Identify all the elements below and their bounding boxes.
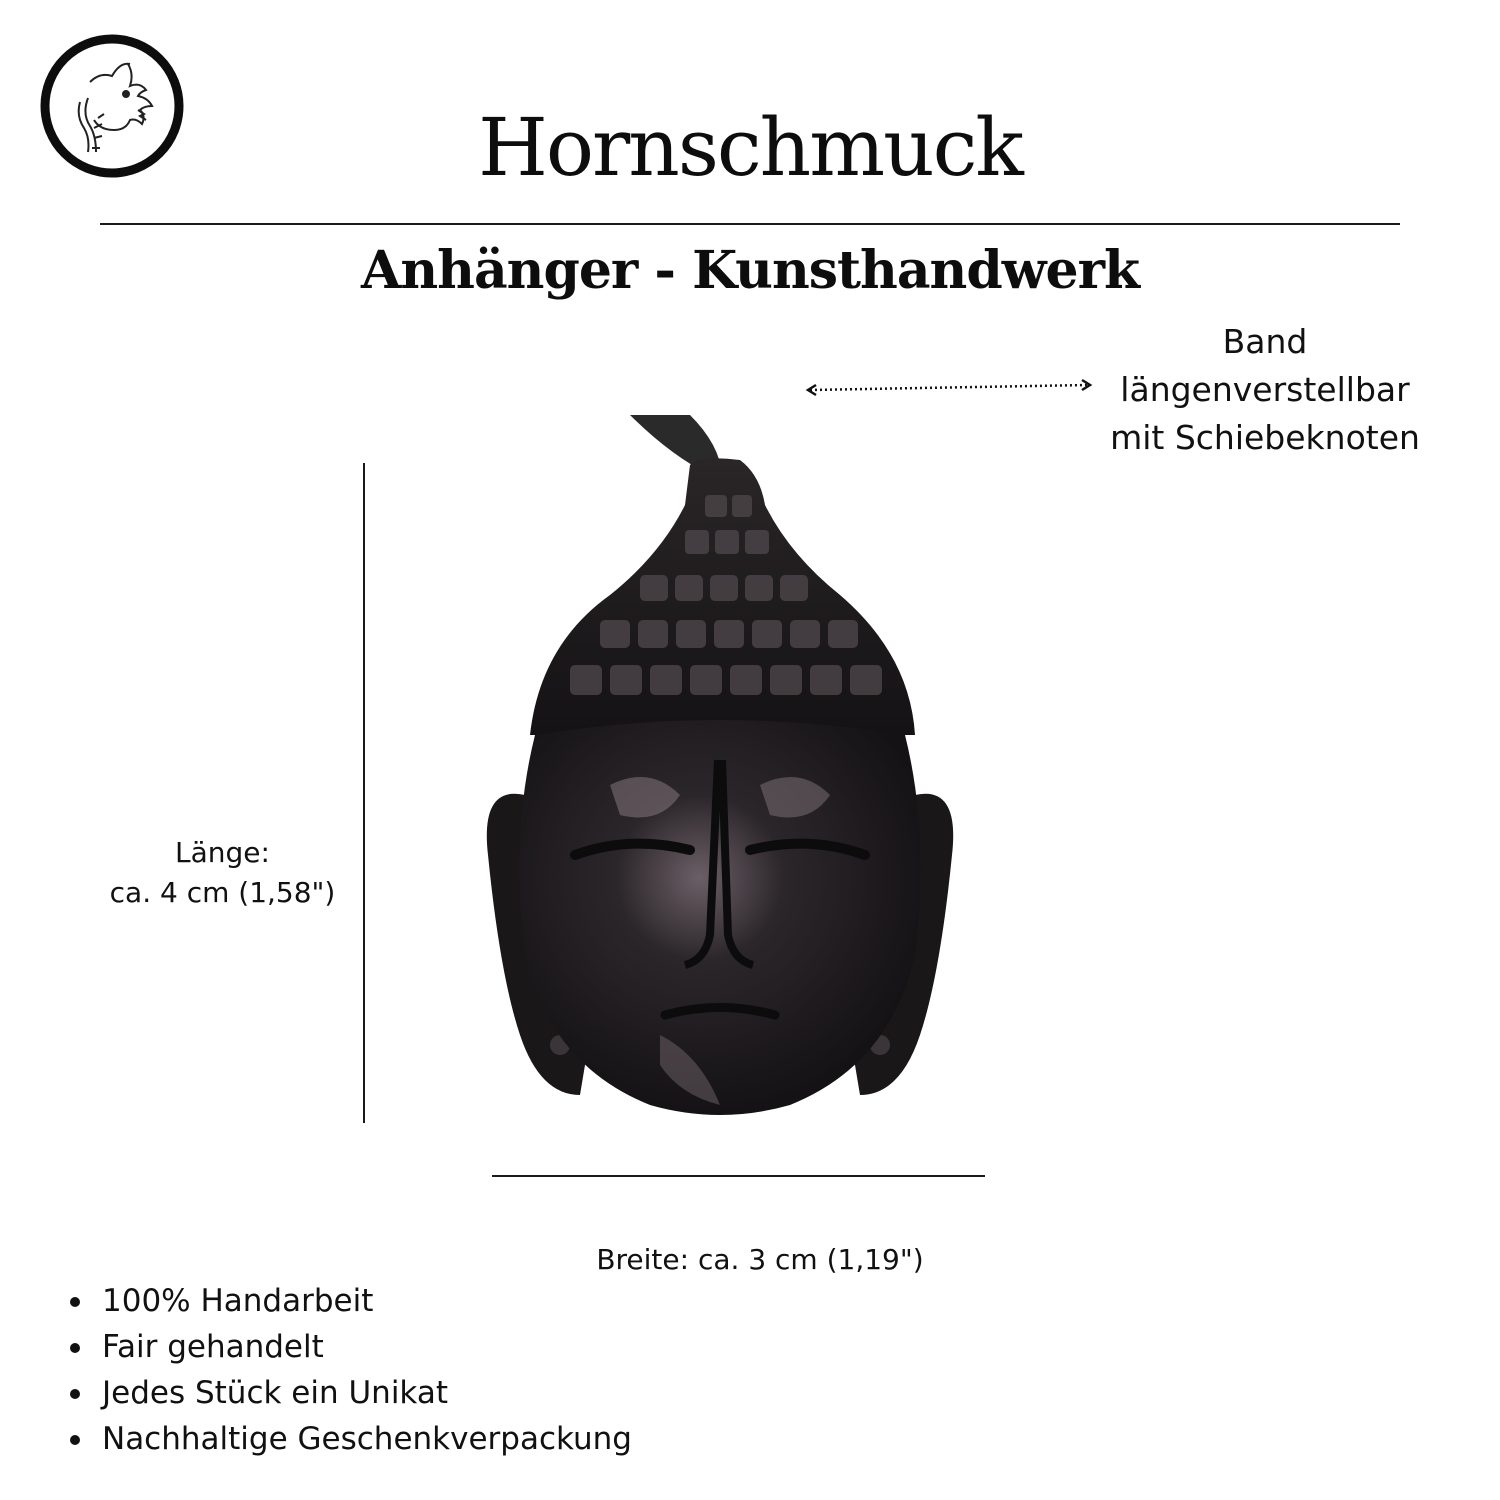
- band-annotation: [1080, 318, 1450, 462]
- bullet-icon: [70, 1297, 80, 1307]
- bullet-icon: [70, 1435, 80, 1445]
- list-item: [62, 1370, 632, 1416]
- feature-label: Jedes Stück ein Unikat: [102, 1375, 448, 1411]
- feature-label: Nachhaltige Geschenkverpackung: [102, 1421, 632, 1457]
- list-item: [62, 1324, 632, 1370]
- feature-list: [62, 1278, 632, 1462]
- buddha-head-pendant-icon: [460, 415, 980, 1115]
- feature-label: 100% Handarbeit: [102, 1283, 374, 1319]
- band-line-3: mit Schiebeknoten: [1110, 418, 1420, 457]
- bullet-icon: [70, 1389, 80, 1399]
- list-item: [62, 1416, 632, 1462]
- title-divider: [100, 223, 1400, 225]
- length-measure-line: [363, 463, 365, 1123]
- page-subtitle: Anhänger - Kunsthandwerk: [361, 240, 1139, 301]
- length-annotation: [90, 833, 355, 913]
- width-measure-line: [492, 1175, 985, 1177]
- length-line-1: Länge:: [175, 836, 270, 869]
- length-line-2: ca. 4 cm (1,58"): [109, 876, 336, 909]
- list-item: [62, 1278, 632, 1324]
- band-line-2: längenverstellbar: [1120, 370, 1410, 409]
- page-title: Hornschmuck: [478, 101, 1022, 194]
- double-arrow-icon: [800, 374, 1100, 398]
- feature-label: Fair gehandelt: [102, 1329, 324, 1365]
- band-line-1: Band: [1222, 322, 1308, 361]
- width-annotation: Breite: ca. 3 cm (1,19"): [596, 1243, 924, 1276]
- bullet-icon: [70, 1343, 80, 1353]
